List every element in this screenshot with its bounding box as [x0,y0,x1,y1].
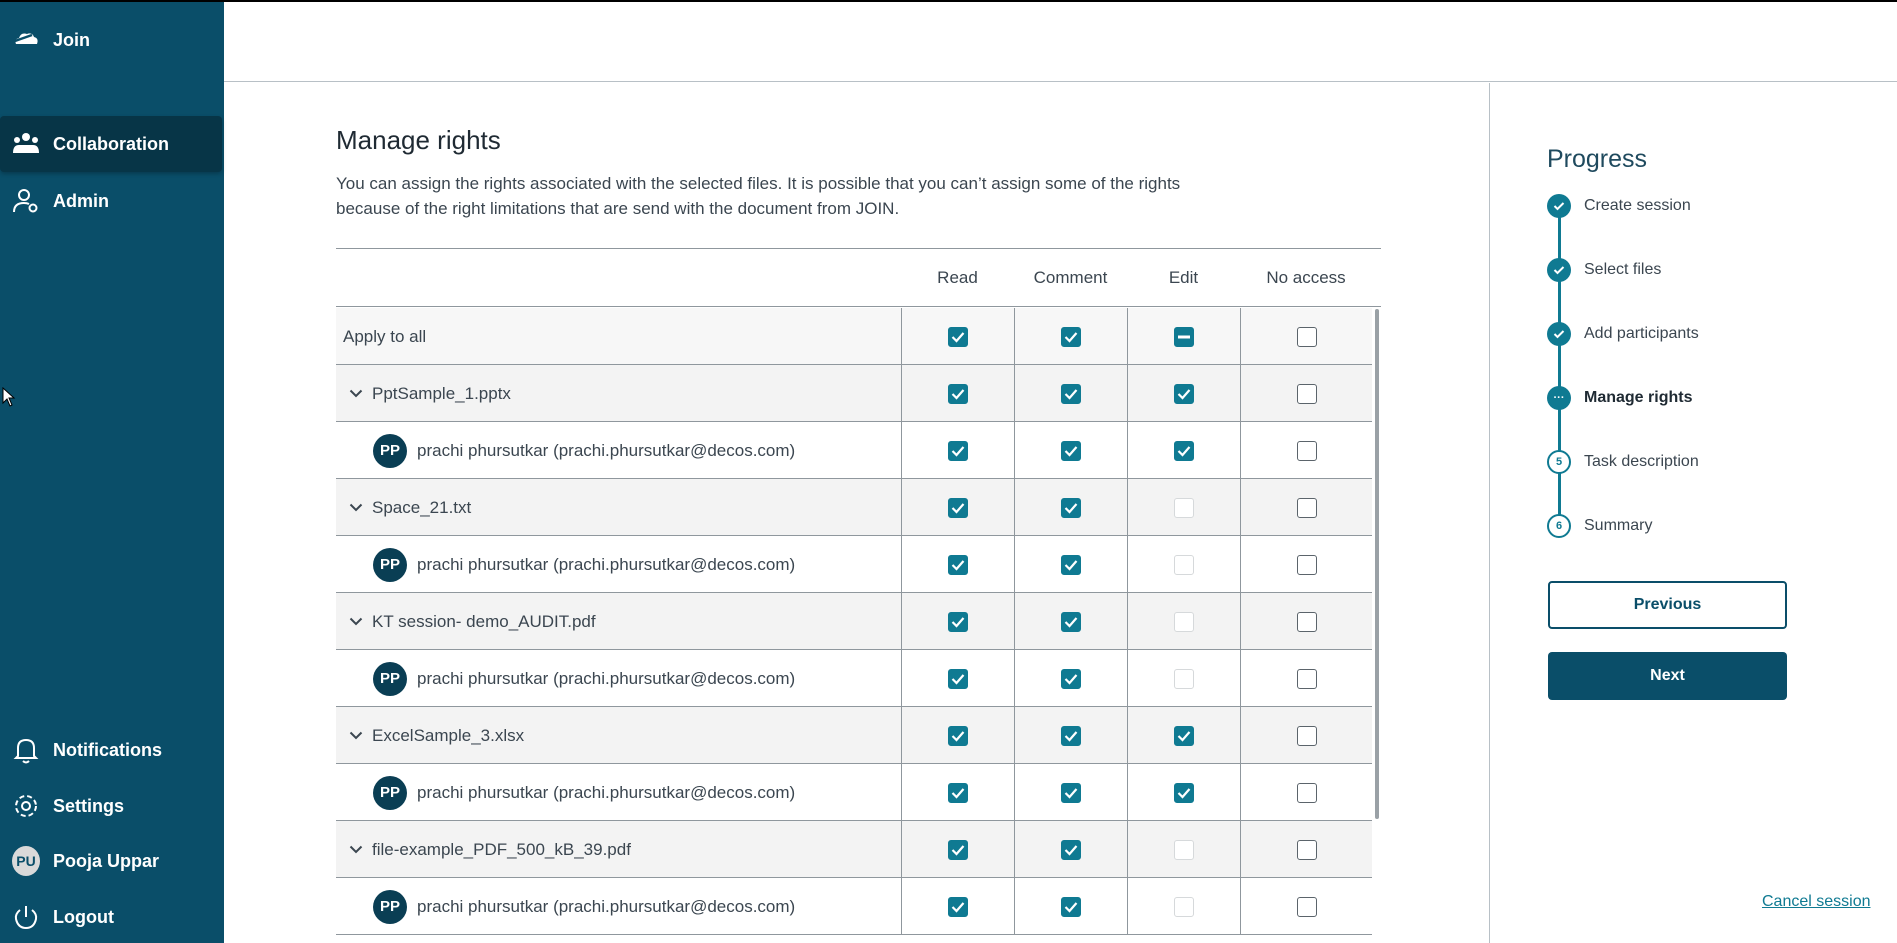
edit-checkbox [1174,669,1194,689]
read-checkbox[interactable] [948,783,968,803]
cell-comment [1014,479,1127,536]
progress-step-label: Add participants [1584,325,1699,342]
table-header [336,249,1381,307]
file-name-cell [336,479,901,536]
no-access-checkbox[interactable] [1297,840,1317,860]
progress-step-label: Task description [1584,453,1699,470]
progress-panel [1489,83,1897,943]
progress-line [1558,207,1561,525]
cell-comment [1014,764,1127,821]
avatar: PP [373,776,407,810]
edit-checkbox[interactable] [1174,783,1194,803]
page-description: You can assign the rights associated with the selected files. It is possible that you can’t assign some of the rights because of the right limitations that are send with the document from JOIN. [336,174,1181,218]
cell-edit [1127,365,1240,422]
no-access-checkbox[interactable] [1297,441,1317,461]
file-name-cell [336,821,901,878]
cell-read [901,536,1014,593]
cell-no-access [1240,422,1372,479]
participant-row [336,422,1372,479]
read-checkbox[interactable] [948,726,968,746]
participant-label: prachi phursutkar (prachi.phursutkar@decos.com) [417,554,796,574]
read-checkbox[interactable] [948,897,968,917]
participant-name-cell [336,422,901,479]
cell-comment [1014,821,1127,878]
file-name: Space_21.txt [372,497,472,517]
comment-checkbox[interactable] [1061,327,1081,347]
progress-step-label: Summary [1584,517,1653,534]
sidebar-item-collaboration[interactable] [0,116,222,172]
progress-step [1547,513,1652,539]
cell-no-access [1240,821,1372,878]
participant-row [336,650,1372,707]
cell-comment [1014,308,1127,365]
no-access-checkbox[interactable] [1297,612,1317,632]
page-title: Manage rights [336,125,501,155]
cell-edit [1127,821,1240,878]
participant-label: prachi phursutkar (prachi.phursutkar@decos.com) [417,440,796,460]
cell-no-access [1240,479,1372,536]
progress-step [1547,193,1691,219]
step-done-check-icon [1547,194,1571,218]
read-checkbox[interactable] [948,327,968,347]
cell-edit [1127,764,1240,821]
cell-comment [1014,593,1127,650]
cell-read [901,479,1014,536]
progress-step-label: Create session [1584,197,1691,214]
cell-read [901,878,1014,935]
step-done-check-icon [1547,322,1571,346]
edit-checkbox [1174,840,1194,860]
no-access-checkbox[interactable] [1297,327,1317,347]
comment-checkbox[interactable] [1061,669,1081,689]
participant-name-cell [336,878,901,935]
participant-row [336,764,1372,821]
avatar: PP [373,890,407,924]
cell-edit [1127,422,1240,479]
progress-step-label: Manage rights [1584,389,1693,406]
file-name-cell [336,707,901,764]
cell-read [901,365,1014,422]
cell-read [901,593,1014,650]
participant-row [336,878,1372,935]
comment-checkbox[interactable] [1061,897,1081,917]
cell-comment [1014,650,1127,707]
participant-label: prachi phursutkar (prachi.phursutkar@decos.com) [417,896,796,916]
read-checkbox[interactable] [948,555,968,575]
participant-label: prachi phursutkar (prachi.phursutkar@decos.com) [417,668,796,688]
cell-read [901,308,1014,365]
file-name-cell [336,365,901,422]
avatar: PP [373,662,407,696]
cell-comment [1014,422,1127,479]
sidebar-item-label: Settings [53,795,125,816]
no-access-checkbox[interactable] [1297,384,1317,404]
apply-to-all-label: Apply to all [343,326,427,346]
edit-checkbox [1174,498,1194,518]
cell-edit [1127,479,1240,536]
cell-comment [1014,365,1127,422]
file-row[interactable] [336,479,1372,536]
scrollbar[interactable] [1375,309,1379,819]
no-access-checkbox[interactable] [1297,555,1317,575]
read-checkbox[interactable] [948,612,968,632]
next-button[interactable]: Next [1548,652,1787,700]
chevron-down-icon[interactable] [342,722,370,750]
avatar: PU [12,847,40,875]
no-access-checkbox[interactable] [1297,897,1317,917]
cell-edit [1127,707,1240,764]
avatar: PP [373,548,407,582]
column-header-no-access: No access [1266,268,1346,287]
cell-comment [1014,707,1127,764]
read-checkbox[interactable] [948,441,968,461]
progress-step-label: Select files [1584,261,1662,278]
cell-no-access [1240,650,1372,707]
file-name: PptSample_1.pptx [372,383,511,403]
file-row[interactable] [336,593,1372,650]
power-icon [12,903,40,931]
cell-read [901,650,1014,707]
participant-label: prachi phursutkar (prachi.phursutkar@decos.com) [417,782,796,802]
sidebar-item-label: Logout [53,906,114,927]
bell-icon [12,736,40,764]
participant-row [336,536,1372,593]
comment-checkbox[interactable] [1061,441,1081,461]
sidebar-item-notifications[interactable] [0,722,224,778]
brand-label: Join [53,29,91,50]
progress-step [1547,449,1699,475]
read-checkbox[interactable] [948,840,968,860]
no-access-checkbox[interactable] [1297,498,1317,518]
step-marker: ··· [1547,386,1571,410]
sidebar-item-logout[interactable] [0,889,224,943]
comment-checkbox[interactable] [1061,612,1081,632]
cell-no-access [1240,764,1372,821]
cell-comment [1014,536,1127,593]
sidebar-item-label: Pooja Uppar [53,850,160,871]
cell-no-access [1240,308,1372,365]
cell-no-access [1240,536,1372,593]
cell-edit [1127,536,1240,593]
sidebar-item-label: Notifications [53,739,163,760]
column-header-comment: Comment [1033,268,1108,287]
file-name: ExcelSample_3.xlsx [372,725,525,745]
sidebar-item-settings[interactable] [0,778,224,834]
edit-checkbox[interactable] [1174,327,1194,347]
comment-checkbox[interactable] [1061,783,1081,803]
cell-no-access [1240,365,1372,422]
progress-title: Progress [1547,145,1648,173]
file-row[interactable] [336,821,1372,878]
cloud-logo-icon [12,26,40,54]
chevron-down-icon[interactable] [342,608,370,636]
file-name-cell [336,593,901,650]
chevron-down-icon[interactable] [342,380,370,408]
brand-join[interactable] [0,12,224,68]
sidebar-item-profile[interactable] [0,833,224,889]
main-content [224,83,1489,943]
comment-checkbox[interactable] [1061,726,1081,746]
cell-read [901,821,1014,878]
edit-checkbox [1174,897,1194,917]
file-row[interactable] [336,707,1372,764]
step-marker: 5 [1547,450,1571,474]
file-row[interactable] [336,365,1372,422]
no-access-checkbox[interactable] [1297,726,1317,746]
sidebar-item-label: Collaboration [53,133,169,154]
progress-step [1547,321,1699,347]
cell-comment [1014,878,1127,935]
apply-to-all-row [336,308,1372,365]
comment-checkbox[interactable] [1061,498,1081,518]
column-header-read: Read [937,268,978,287]
cell-edit [1127,878,1240,935]
file-name: file-example_PDF_500_kB_39.pdf [372,839,631,859]
no-access-checkbox[interactable] [1297,783,1317,803]
edit-checkbox[interactable] [1174,726,1194,746]
group-icon [12,130,40,158]
gear-icon [12,792,40,820]
cell-no-access [1240,878,1372,935]
cell-no-access [1240,593,1372,650]
comment-checkbox[interactable] [1061,840,1081,860]
cell-edit [1127,650,1240,707]
progress-step [1547,257,1661,283]
read-checkbox[interactable] [948,384,968,404]
cell-edit [1127,308,1240,365]
mouse-cursor-icon [2,387,16,412]
step-done-check-icon [1547,258,1571,282]
file-name: KT session- demo_AUDIT.pdf [372,611,596,631]
user-gear-icon [12,187,40,215]
participant-name-cell [336,764,901,821]
progress-step [1547,385,1692,411]
cell-edit [1127,593,1240,650]
edit-checkbox[interactable] [1174,384,1194,404]
top-header [224,2,1897,82]
cell-read [901,707,1014,764]
participant-name-cell [336,650,901,707]
read-checkbox[interactable] [948,498,968,518]
chevron-down-icon[interactable] [342,836,370,864]
read-checkbox[interactable] [948,669,968,689]
chevron-down-icon[interactable] [342,494,370,522]
cell-read [901,422,1014,479]
cancel-session-link[interactable]: Cancel session [1762,893,1871,910]
comment-checkbox[interactable] [1061,384,1081,404]
column-header-edit: Edit [1168,268,1199,287]
sidebar-item-admin[interactable] [0,173,224,229]
sidebar [0,2,224,943]
participant-name-cell [336,536,901,593]
rights-table [336,248,1381,943]
no-access-checkbox[interactable] [1297,669,1317,689]
sidebar-item-label: Admin [53,190,109,211]
edit-checkbox [1174,612,1194,632]
edit-checkbox[interactable] [1174,441,1194,461]
cell-read [901,764,1014,821]
avatar: PP [373,434,407,468]
cell-no-access [1240,707,1372,764]
edit-checkbox [1174,555,1194,575]
previous-button[interactable]: Previous [1548,581,1787,629]
step-marker: 6 [1547,514,1571,538]
comment-checkbox[interactable] [1061,555,1081,575]
